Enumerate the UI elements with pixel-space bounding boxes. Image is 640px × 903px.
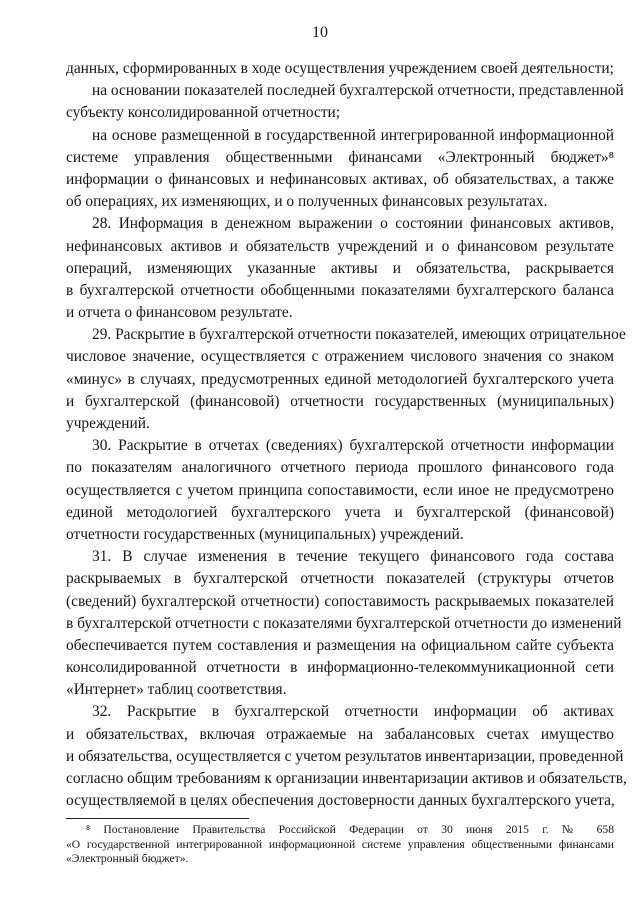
text-line: и отчета о финансовом результате. xyxy=(66,304,293,322)
text-line: на основе размещенной в государственной интегрированной информационной xyxy=(92,126,614,144)
text-line: системе управления общественными финансами «Электронный бюджет»⁸ xyxy=(66,148,614,166)
text-line: согласно общим требованиям к организации инвентаризации активов и обязательств, xyxy=(66,770,627,787)
footnote-line: «Электронный бюджет». xyxy=(66,852,189,866)
footnote-separator xyxy=(66,818,249,819)
text-line: отчетности государственных (муниципальных) учреждений. xyxy=(66,525,464,543)
text-line: числовое значение, осуществляется с отражением числового значения со знаком xyxy=(66,348,614,366)
text-line: субъекту консолидированной отчетности; xyxy=(66,104,341,122)
text-line: осуществляемой в целях обеспечения достоверности данных бухгалтерского учета, xyxy=(66,792,615,810)
text-line: и бухгалтерской (финансовой) отчетности государственных (муниципальных) xyxy=(66,392,614,410)
text-line: 28. Информация в денежном выражении о состоянии финансовых активов, xyxy=(92,215,614,233)
text-line: и обязательствах, включая отражаемые на забалансовых счетах имущество xyxy=(66,725,614,743)
text-line: консолидированной отчетности в информационно-телекоммуникационной сети xyxy=(66,659,614,677)
footnote-line: «О государственной интегрированной информационной системе управления общественными финансами xyxy=(66,837,614,851)
text-line: 29. Раскрытие в бухгалтерской отчетности показателей, имеющих отрицательное xyxy=(92,326,626,344)
text-line: (сведений) бухгалтерской отчетности) сопоставимость раскрываемых показателей xyxy=(66,592,614,610)
footnote-line: ⁸ Постановление Правительства Российской Федерации от 30 июня 2015 г. № 658 xyxy=(86,823,614,836)
text-line: информации о финансовых и нефинансовых активах, об обязательствах, а также xyxy=(66,170,614,188)
text-line: нефинансовых активов и обязательств учреждений и о финансовом результате xyxy=(66,237,614,255)
text-line: операций, изменяющих указанные активы и обязательства, раскрывается xyxy=(66,259,614,277)
text-line: 31. В случае изменения в течение текущего финансового года состава xyxy=(92,548,614,566)
footnote xyxy=(66,823,614,867)
body-text xyxy=(66,58,627,812)
text-line: по показателям аналогичного отчетного периода прошлого финансового года xyxy=(66,459,614,477)
page-number: 10 xyxy=(312,24,328,41)
text-line: осуществляется с учетом принципа сопоставимости, если иное не предусмотрено xyxy=(66,481,614,499)
text-line: в бухгалтерской отчетности с показателями бухгалтерской отчетности до изменений xyxy=(66,614,622,632)
text-line: и обязательства, осуществляется с учетом результатов инвентаризации, проведенной xyxy=(66,747,624,765)
text-line: единой методологией бухгалтерского учета и бухгалтерской (финансовой) xyxy=(66,503,614,521)
text-line: раскрываемых в бухгалтерской отчетности показателей (структуры отчетов xyxy=(66,570,614,588)
text-line: 30. Раскрытие в отчетах (сведениях) бухгалтерской отчетности информации xyxy=(92,437,614,455)
text-line: на основании показателей последней бухгалтерской отчетности, представленной xyxy=(92,82,624,100)
text-line: данных, сформированных в ходе осуществления учреждением своей деятельности; xyxy=(66,60,614,77)
text-line: «Интернет» таблиц соответствия. xyxy=(66,681,287,699)
text-line: 32. Раскрытие в бухгалтерской отчетности информации об активах xyxy=(92,703,614,721)
text-line: «минус» в случаях, предусмотренных единой методологией бухгалтерского учета xyxy=(66,370,614,388)
text-line: в бухгалтерской отчетности обобщенными показателями бухгалтерского баланса xyxy=(66,281,614,299)
text-line: учреждений. xyxy=(66,415,150,432)
text-line: обеспечивается путем составления и размещения на официальном сайте субъекта xyxy=(66,636,614,654)
text-line: об операциях, их изменяющих, и о полученных финансовых результатах. xyxy=(66,193,548,211)
